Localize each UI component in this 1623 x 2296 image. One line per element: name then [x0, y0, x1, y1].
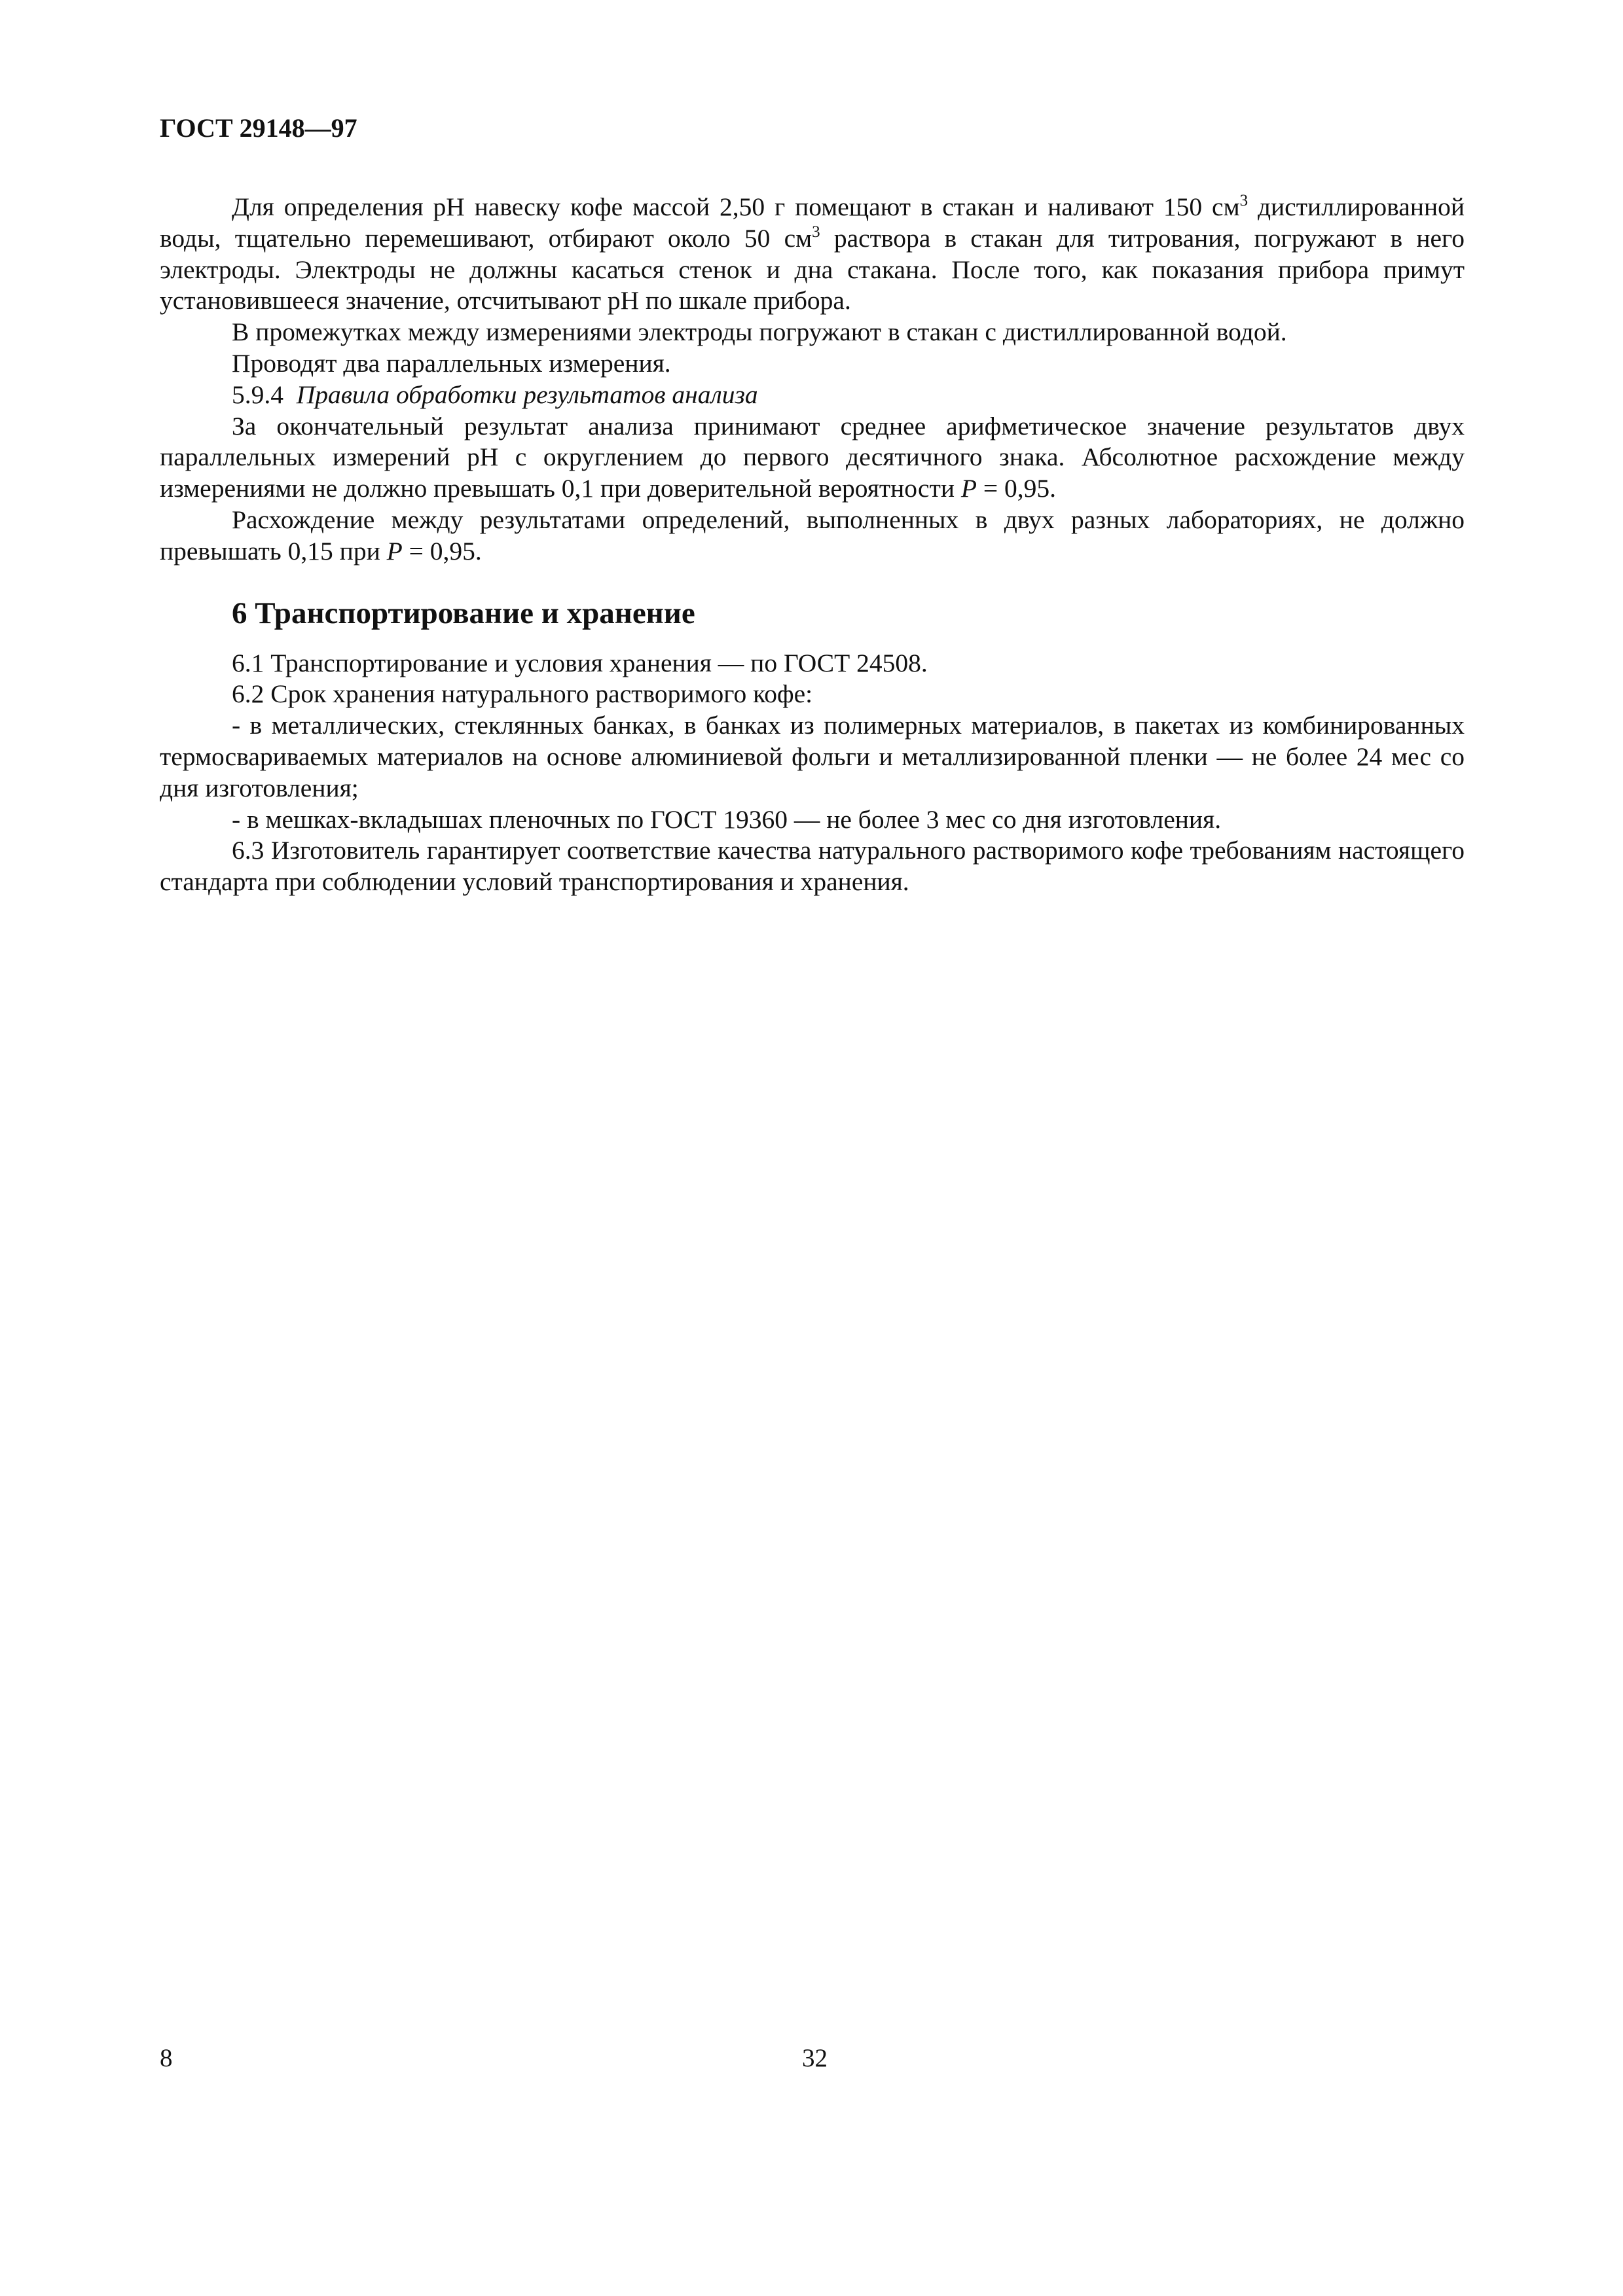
subsection-heading-5-9-4: 5.9.4 Правила обработки результатов анализа [232, 380, 758, 409]
section-6-heading: 6 Транспортирование и хранение [232, 596, 695, 630]
paragraph-electrodes-storage: В промежутках между измерениями электроды погружают в стакан с дистиллированной водой. [232, 317, 1287, 347]
subsection-title: Правила обработки результатов анализа [296, 380, 758, 409]
superscript: 3 [812, 223, 820, 241]
document-body [160, 192, 1465, 898]
paragraph-parallel-measurements: Проводят два параллельных измерения. [232, 348, 671, 378]
paragraph-interlab-discrepancy: Расхождение между результатами определений, выполненных в двух разных лабораториях, не должно превышать 0,15 при P = 0,95. [160, 505, 1465, 565]
paragraph-final-result: За окончательный результат анализа принимают среднее арифметическое значение результатов двух параллельных измерений pH с округлением до первого десятичного знака. Абсолютное расхождение между измерениями не должно превышать 0,1 при доверительной вероятности P = 0,95. [160, 411, 1465, 503]
list-item-storage-bags: - в мешках-вкладышах пленочных по ГОСТ 19360 — не более 3 мес со дня изготовления. [232, 804, 1222, 834]
paragraph-ph-procedure: Для определения pH навеску кофе массой 2,50 г помещают в стакан и наливают 150 $см^3$ дистиллированной воды, тщательно перемешивают, отбирают около 50 $см^3$ раствора в стакан для титрования, погружают в него электроды. Электроды не должны касаться стенок и дна стакана. После того, как показания прибора примут установившееся значение, отсчитывают pH по шкале прибора. [160, 192, 1465, 315]
sheet-number: 32 [802, 2044, 828, 2072]
paragraph-6-1: 6.1 Транспортирование и условия хранения — по ГОСТ 24508. [232, 648, 928, 677]
list-item-storage-containers: - в металлических, стеклянных банках, в банках из полимерных материалов, в пакетах из комбинированных термосвариваемых материалов на основе алюминиевой фольги и металлизированной пленки — не более 24 мес со дня изготовления; [160, 711, 1465, 802]
document-code-header: ГОСТ 29148—97 [160, 113, 357, 143]
paragraph-6-2: 6.2 Срок хранения натурального растворимого кофе: [232, 679, 813, 709]
superscript: 3 [1239, 192, 1249, 209]
page-number: 8 [160, 2044, 173, 2072]
paragraph-6-3: 6.3 Изготовитель гарантирует соответствие качества натурального растворимого кофе требованиям настоящего стандарта при соблюдении условий транспортирования и хранения. [160, 836, 1465, 897]
